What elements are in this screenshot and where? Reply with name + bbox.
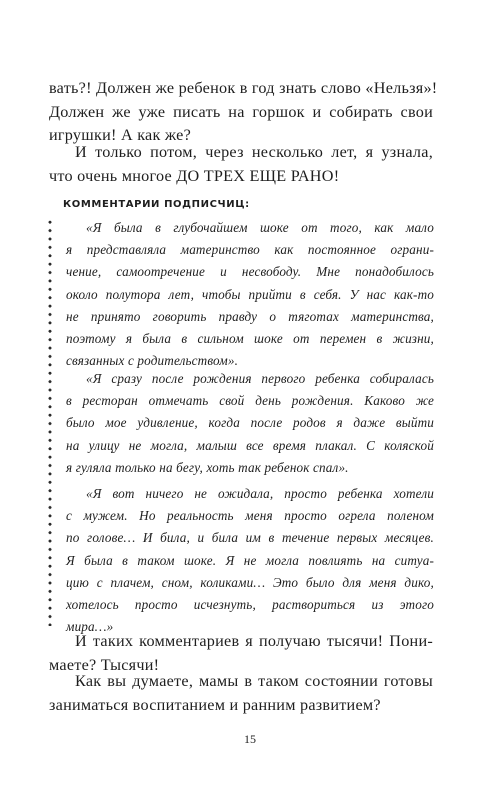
quote-line: «Я была в глубочайшем шоке от того, как мало xyxy=(86,220,434,235)
text-line: игрушки! А как же? xyxy=(49,126,191,144)
text-line: заниматься воспитанием и ранним развитием? xyxy=(49,695,381,714)
quote-line: «Я вот ничего не ожидала, просто ребенка хотели xyxy=(86,486,434,501)
page-number: 15 xyxy=(244,732,256,746)
text-line: Должен же уже писать на горшок и собирать свои xyxy=(49,102,433,121)
quote-line: связанных с родительством». xyxy=(66,353,239,369)
reader-quote xyxy=(66,217,434,372)
quote-line: «Я сразу после рождения первого ребенка собиралась xyxy=(86,371,434,386)
text-line: что очень многое ДО ТРЕХ ЕЩЕ РАНО! xyxy=(49,166,340,185)
quote-line: в ресторан отмечать свой день рождения. Каково же xyxy=(66,393,434,409)
text-line: маете? Тысячи! xyxy=(49,655,160,674)
text-line: И только потом, через несколько лет, я узнала, xyxy=(75,143,433,161)
quote-line: было мое удивление, когда после родов я даже выйти xyxy=(66,415,434,431)
reader-quote xyxy=(66,368,434,479)
quote-line: цию с плачем, сном, коликами… Это было для меня дико, xyxy=(66,574,434,590)
body-paragraph xyxy=(49,77,438,148)
dotted-sidebar-rule xyxy=(48,218,52,626)
text-line: И таких комментариев я получаю тысячи! Пони- xyxy=(75,632,433,650)
body-paragraph xyxy=(49,141,433,188)
reader-quote xyxy=(66,483,434,638)
body-paragraph xyxy=(49,670,433,717)
text-line: Как вы думаете, мамы в таком состоянии готовы xyxy=(75,672,433,690)
comments-heading: КОММЕНТАРИИ ПОДПИСЧИЦ: xyxy=(63,199,250,210)
quote-line: по голове… И била, и била им в течение первых месяцев. xyxy=(66,530,434,546)
quote-line: на улицу не могла, малыш все время плакал. С коляской xyxy=(66,437,434,453)
quote-line: с мужем. Но реальность меня просто огрела поленом xyxy=(66,508,434,524)
text-line: вать?! Должен же ребенок в год знать слово «Нельзя»! xyxy=(49,79,438,97)
quote-line: Я была в таком шоке. Я не могла повлиять на ситуа- xyxy=(66,552,434,568)
quote-line: не принято говорить правду о тяготах материнства, xyxy=(66,308,434,324)
quote-line: я гуляла только на бегу, хоть так ребенок спал». xyxy=(66,459,349,475)
quote-line: чение, самоотречение и несвободу. Мне понадобилось xyxy=(66,264,434,280)
quote-line: мира…» xyxy=(66,619,114,635)
quote-line: поэтому я была в сильном шоке от перемен в жизни, xyxy=(66,331,434,347)
quote-line: я представляла материнство как постоянное ограни- xyxy=(66,242,434,258)
quote-line: около полутора лет, чтобы прийти в себя. У нас как-то xyxy=(66,286,434,302)
quote-line: хотелось просто исчезнуть, раствориться из этого xyxy=(66,597,434,613)
